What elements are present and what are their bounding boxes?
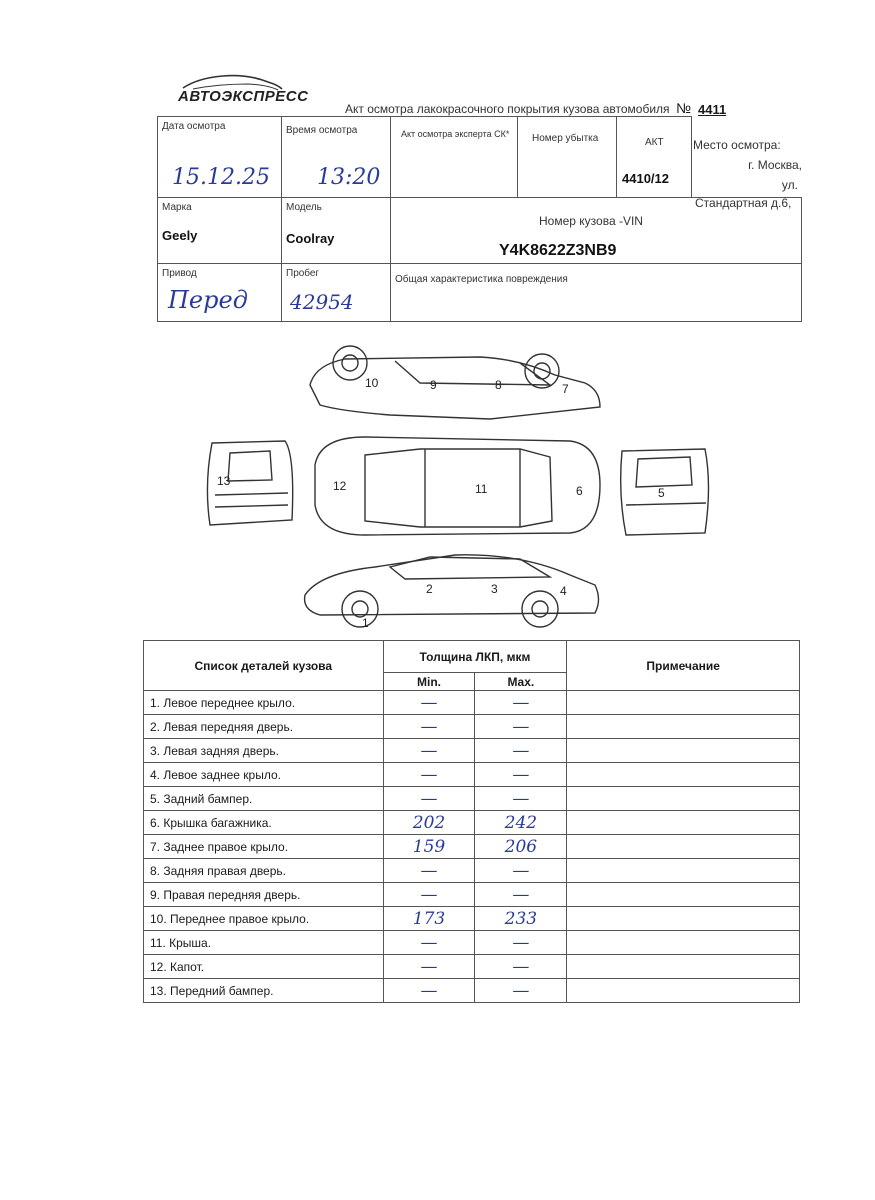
- part-name: 5. Задний бампер.: [144, 787, 384, 811]
- part-name: 8. Задняя правая дверь.: [144, 859, 384, 883]
- note-cell: [567, 907, 800, 931]
- place-street-prefix: ул.: [781, 178, 798, 192]
- max-thickness: —: [475, 883, 567, 907]
- damage-label: Общая характеристика повреждения: [395, 274, 568, 285]
- max-thickness: —: [475, 859, 567, 883]
- drive-value: Перед: [168, 286, 248, 314]
- note-cell: [567, 859, 800, 883]
- min-thickness: —: [383, 979, 475, 1003]
- place-street: Стандартная д.6,: [695, 196, 792, 210]
- table-row: [144, 715, 800, 739]
- max-thickness: 206: [475, 835, 567, 859]
- table-row: [144, 931, 800, 955]
- note-cell: [567, 883, 800, 907]
- mileage-label: Пробег: [286, 268, 320, 279]
- min-thickness: —: [383, 955, 475, 979]
- date-label: Дата осмотра: [162, 121, 226, 132]
- act-label: АКТ: [645, 137, 664, 148]
- car-left-side-view: [305, 555, 599, 627]
- mileage-value: 42954: [290, 290, 354, 314]
- min-thickness: 159: [383, 835, 475, 859]
- note-cell: [567, 931, 800, 955]
- model-cell: [281, 197, 391, 264]
- date-cell: [157, 116, 282, 198]
- table-row: [144, 811, 800, 835]
- max-thickness: —: [475, 763, 567, 787]
- note-cell: [567, 715, 800, 739]
- min-thickness: —: [383, 787, 475, 811]
- part-number-3: 3: [491, 582, 498, 596]
- table-row: [144, 907, 800, 931]
- brand-value: Geely: [162, 228, 198, 243]
- note-cell: [567, 691, 800, 715]
- table-row: [144, 883, 800, 907]
- part-number-11: 11: [475, 482, 488, 496]
- time-label: Время осмотра: [286, 125, 358, 136]
- part-number-2: 2: [426, 582, 433, 596]
- expert-act-label: Акт осмотра эксперта СК*: [401, 129, 510, 139]
- thickness-column-header: Толщина ЛКП, мкм: [383, 641, 567, 673]
- part-name: 11. Крыша.: [144, 931, 384, 955]
- note-cell: [567, 955, 800, 979]
- car-top-view: [315, 437, 600, 535]
- min-thickness: —: [383, 883, 475, 907]
- logo-text: АВТОЭКСПРЕСС: [178, 88, 309, 105]
- document-title: Акт осмотра лакокрасочного покрытия кузова автомобиля: [345, 102, 670, 116]
- part-name: 6. Крышка багажника.: [144, 811, 384, 835]
- brand-cell: [157, 197, 282, 264]
- table-row: [144, 835, 800, 859]
- part-name: 2. Левая передняя дверь.: [144, 715, 384, 739]
- min-thickness: 173: [383, 907, 475, 931]
- min-thickness: —: [383, 715, 475, 739]
- part-name: 9. Правая передняя дверь.: [144, 883, 384, 907]
- vin-value: Y4K8622Z3NB9: [499, 242, 617, 259]
- car-right-side-view: [310, 346, 600, 419]
- part-name: 12. Капот.: [144, 955, 384, 979]
- min-thickness: —: [383, 691, 475, 715]
- place-city: г. Москва,: [748, 158, 802, 172]
- vin-cell: [390, 197, 802, 264]
- part-number-7: 7: [562, 382, 569, 396]
- expert-act-cell: [390, 116, 518, 198]
- place-cell: [691, 130, 802, 210]
- note-cell: [567, 739, 800, 763]
- note-cell: [567, 763, 800, 787]
- part-number-5: 5: [658, 486, 665, 500]
- time-cell: [281, 116, 391, 198]
- max-thickness: —: [475, 787, 567, 811]
- act-value: 4410/12: [622, 171, 669, 186]
- max-thickness: —: [475, 931, 567, 955]
- loss-number-label: Номер убытка: [532, 133, 599, 144]
- max-thickness: —: [475, 691, 567, 715]
- part-name: 10. Переднее правое крыло.: [144, 907, 384, 931]
- note-column-header: Примечание: [567, 641, 800, 691]
- part-number-1: 1: [362, 616, 369, 630]
- car-body-diagram: [190, 345, 720, 640]
- min-thickness: 202: [383, 811, 475, 835]
- mileage-cell: [281, 263, 391, 322]
- vin-label: Номер кузова -VIN: [539, 214, 643, 228]
- part-number-12: 12: [333, 479, 347, 493]
- loss-number-cell: [517, 116, 617, 198]
- parts-table-body: [144, 691, 800, 1003]
- part-name: 7. Заднее правое крыло.: [144, 835, 384, 859]
- note-cell: [567, 979, 800, 1003]
- model-value: Coolray: [286, 231, 335, 246]
- max-thickness: —: [475, 955, 567, 979]
- time-value: 13:20: [317, 165, 381, 190]
- max-thickness: —: [475, 979, 567, 1003]
- min-thickness: —: [383, 739, 475, 763]
- number-sign: №: [676, 100, 692, 116]
- part-number-8: 8: [495, 378, 502, 392]
- min-column-header: Min.: [383, 673, 475, 691]
- damage-cell: [390, 263, 802, 322]
- part-number-4: 4: [560, 584, 567, 598]
- parts-column-header: Список деталей кузова: [144, 641, 384, 691]
- company-logo: [178, 70, 309, 110]
- table-row: [144, 691, 800, 715]
- max-thickness: —: [475, 739, 567, 763]
- min-thickness: —: [383, 931, 475, 955]
- max-thickness: —: [475, 715, 567, 739]
- brand-label: Марка: [162, 202, 192, 213]
- table-row: [144, 859, 800, 883]
- max-thickness: 242: [475, 811, 567, 835]
- table-row: [144, 763, 800, 787]
- table-row: [144, 979, 800, 1003]
- max-column-header: Max.: [475, 673, 567, 691]
- model-label: Модель: [286, 202, 322, 213]
- act-cell: [616, 116, 692, 198]
- part-number-10: 10: [365, 376, 379, 390]
- part-number-6: 6: [576, 484, 583, 498]
- part-name: 4. Левое заднее крыло.: [144, 763, 384, 787]
- part-number-13: 13: [217, 474, 231, 488]
- document-number: 4411: [698, 102, 727, 117]
- place-label: Место осмотра:: [693, 138, 781, 152]
- drive-label: Привод: [162, 268, 197, 279]
- part-name: 1. Левое переднее крыло.: [144, 691, 384, 715]
- note-cell: [567, 835, 800, 859]
- part-name: 13. Передний бампер.: [144, 979, 384, 1003]
- part-name: 3. Левая задняя дверь.: [144, 739, 384, 763]
- max-thickness: 233: [475, 907, 567, 931]
- min-thickness: —: [383, 859, 475, 883]
- inspection-form: [157, 116, 802, 322]
- date-value: 15.12.25: [172, 165, 270, 190]
- paint-thickness-table: [143, 640, 800, 1003]
- part-number-9: 9: [430, 378, 437, 392]
- drive-cell: [157, 263, 282, 322]
- table-row: [144, 739, 800, 763]
- table-row: [144, 787, 800, 811]
- note-cell: [567, 811, 800, 835]
- table-row: [144, 955, 800, 979]
- note-cell: [567, 787, 800, 811]
- min-thickness: —: [383, 763, 475, 787]
